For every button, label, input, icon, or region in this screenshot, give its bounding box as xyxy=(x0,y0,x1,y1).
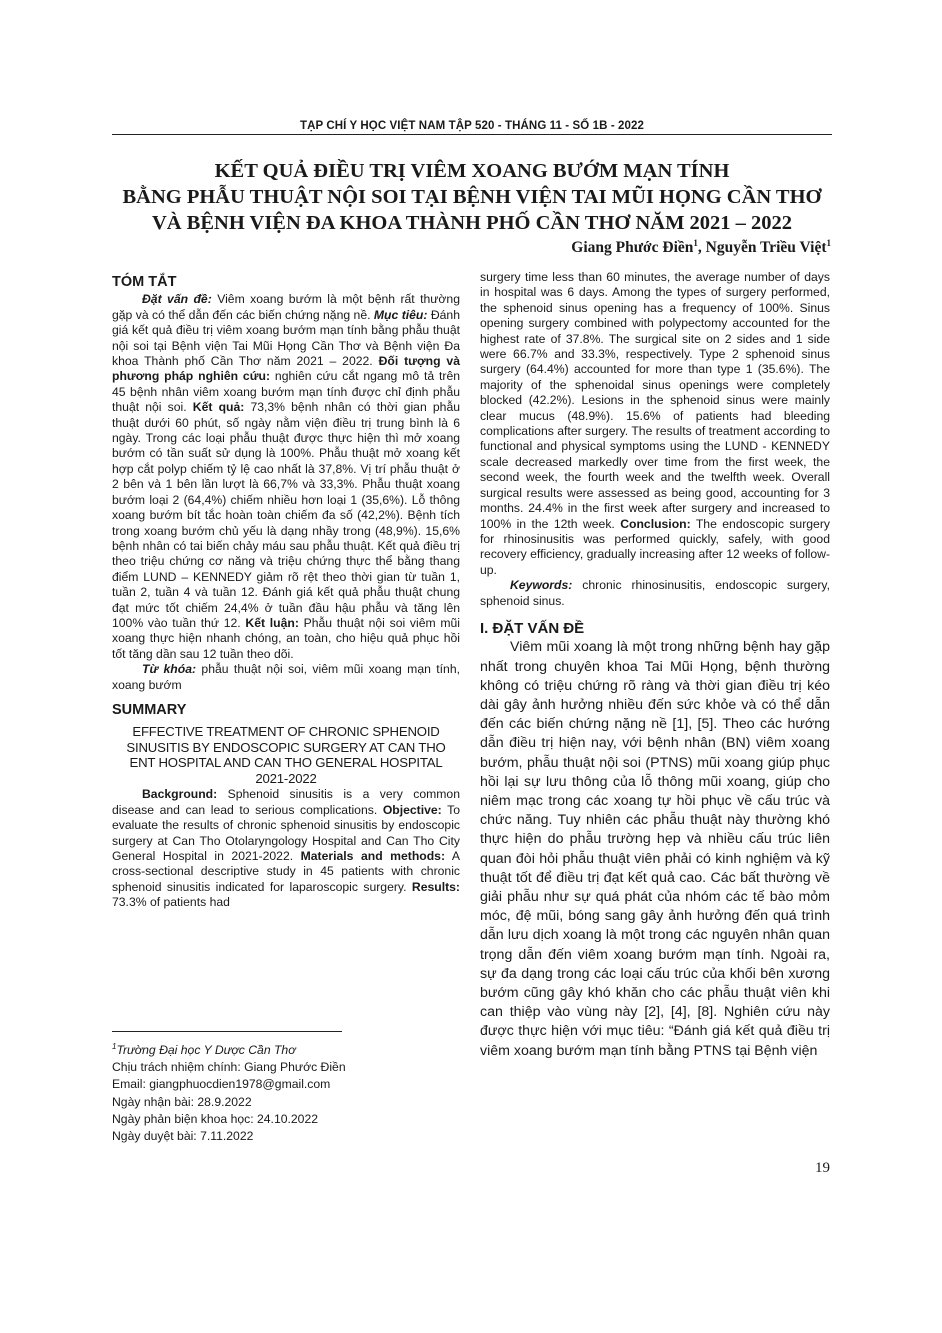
author-name: Nguyễn Triều Việt xyxy=(705,239,827,257)
methods-text: A cross-sectional descriptive study in 45 patients with chronic sphenoid sinusitis indicated for laparoscopic surgery. xyxy=(112,849,460,894)
affiliation-text: Trường Đại học Y Dược Cần Thơ xyxy=(116,1043,296,1058)
header-rule xyxy=(112,134,832,135)
summary-title: EFFECTIVE TREATMENT OF CHRONIC SPHENOID SINUSITIS BY ENDOSCOPIC SURGERY AT CAN THO ENT HOSPITAL AND CAN THO GENERAL HOSPITAL 2021-2022 xyxy=(126,724,446,786)
section-heading: I. ĐẶT VẤN ĐỀ xyxy=(480,619,585,637)
summary-heading: SUMMARY xyxy=(112,701,187,718)
author-list xyxy=(571,238,831,257)
footnote-rule xyxy=(112,1031,342,1032)
objective-text: To evaluate the results of chronic sphenoid sinusitis by endoscopic surgery at Can Tho Otolaryngology Hospital and Can Tho City General Hospital in 2021-2022. xyxy=(112,802,460,863)
email: Email: giangphuocdien1978@gmail.com xyxy=(112,1077,331,1092)
keywords-en xyxy=(480,578,830,609)
left-column xyxy=(112,271,460,911)
keywords-label: Từ khóa: xyxy=(142,662,197,677)
review-date: Ngày phản biện khoa học: 24.10.2022 xyxy=(112,1111,318,1126)
background-label: Background: xyxy=(142,787,218,802)
keywords-text: chronic rhinosinusitis, endoscopic surgery, sphenoid sinus. xyxy=(480,578,830,608)
methods-label: Đối tượng và phương pháp nghiên cứu: xyxy=(112,354,460,384)
objective-label: Objective: xyxy=(382,802,442,817)
keywords-text: phẫu thuật nội soi, viêm mũi xoang mạn tính, xoang bướm xyxy=(112,662,460,692)
author-affiliation-mark: 1 xyxy=(826,238,831,248)
background-text: Viêm xoang bướm là một bệnh rất thường gặp và có thể dẫn đến các biến chứng nặng nề. xyxy=(112,292,460,322)
results-text: 73.3% of patients had xyxy=(112,895,230,910)
summary-paragraph xyxy=(112,787,460,910)
page-number: 19 xyxy=(815,1160,830,1176)
methods-text: nghiên cứu cắt ngang mô tả trên 45 bệnh nhân viêm xoang bướm mạn tính được chỉ định phẫu thuật nội soi. xyxy=(112,369,461,415)
author-separator: , xyxy=(697,239,706,257)
received-date: Ngày nhận bài: 28.9.2022 xyxy=(112,1094,252,1109)
abstract-vi-paragraph xyxy=(112,292,460,662)
results-label: Kết quả: xyxy=(192,400,245,415)
objective-text: Đánh giá kết quả điều trị viêm xoang bướm mạn tính bằng phẫu thuật nội soi tại Bệnh viện Tai Mũi Họng Cần Thơ và Bệnh viện Đa khoa Thành phố Cần Thơ năm 2021 – 2022. xyxy=(112,307,460,369)
keywords-label: Keywords: xyxy=(510,578,573,593)
keywords-vi xyxy=(112,662,460,693)
right-column xyxy=(480,270,830,1061)
abstract-heading: TÓM TẮT xyxy=(112,274,177,290)
summary-continuation xyxy=(480,270,830,578)
background-text: Sphenoid sinusitis is a very common disease and can lead to serious complications. xyxy=(112,787,460,817)
author-name: Giang Phước Điền xyxy=(571,239,694,257)
conclusion-label: Conclusion: xyxy=(620,516,691,531)
title-line: VÀ BỆNH VIỆN ĐA KHOA THÀNH PHỐ CẦN THƠ NĂM 2021 – 2022 xyxy=(151,212,793,234)
journal-header: TẠP CHÍ Y HỌC VIỆT NAM TẬP 520 - THÁNG 11 - SỐ 1B - 2022 xyxy=(299,120,645,132)
affiliation xyxy=(112,1038,442,1059)
title-line: BẰNG PHẪU THUẬT NỘI SOI TẠI BỆNH VIỆN TAI MŨI HỌNG CẦN THƠ xyxy=(122,186,822,208)
corresponding-author: Chịu trách nhiệm chính: Giang Phước Điền xyxy=(112,1060,346,1075)
objective-label: Mục tiêu: xyxy=(373,307,428,322)
background-label: Đặt vấn đề: xyxy=(142,292,212,307)
title-line: KẾT QUẢ ĐIỀU TRỊ VIÊM XOANG BƯỚM MẠN TÍNH xyxy=(214,160,730,182)
accepted-date: Ngày duyệt bài: 7.11.2022 xyxy=(112,1129,254,1144)
conclusion-text: Phẫu thuật nội soi viêm mũi xoang thực hiện nhanh chóng, an toàn, cho hiệu quả phục hồi tốt tăng dần sau 12 tuần theo dõi. xyxy=(112,615,460,661)
conclusion-text: The endoscopic surgery for rhinosinusitis was performed quickly, safely, with good recovery efficiency, gradually increasing after 12 weeks of follow-up. xyxy=(480,516,830,577)
results-label: Results: xyxy=(411,879,460,894)
affiliation-mark: 1 xyxy=(112,1042,117,1051)
conclusion-label: Kết luận: xyxy=(245,615,299,630)
footnotes xyxy=(112,1038,442,1145)
section-body: Viêm mũi xoang là một trong những bệnh hay gặp nhất trong chuyên khoa Tai Mũi Họng, bệnh thường không có triệu chứng rõ ràng và thời gian điều trị kéo dài gây ảnh hưởng nhiều đến sức khỏe và có thể dẫn đến các biến chứng nặng nề [1], [5]. Theo các hướng dẫn điều trị hiện nay, với bệnh nhân (BN) viêm xoang bướm, phẫu thuật nội soi (PTNS) mũi xoang giúp phục hồi lại sự lưu thông của lỗ thông mũi xoang, giúp cho niêm mạc trong các xoang tự hồi phục về cấu trúc và chức năng. Tuy nhiên các phẫu thuật này thường khó thực hiện do phẫu trường hẹp và nhiều cấu trúc liên quan đòi hỏi phẫu thuật viên phải có kinh nghiệm và kỹ thuật tốt để điều trị đạt kết quả cao. Các bất thường về giải phẫu như sự quá phát của nhóm các tế bào mỏm móc, đệ mũi, bóng sang gây ảnh hưởng đến quá trình dẫn lưu dịch xoang là một trong các nguyên nhân quan trọng dẫn đến viêm xoang bướm mạn tính. Ngoài ra, sự đa dạng trong các loại cấu trúc của khối bên xương bướm cũng gây khó khăn cho các phẫu thuật viên khi can thiệp vào vùng này [2], [4], [8]. Nghiên cứu này được thực hiện với mục tiêu: “Đánh giá kết quả điều trị viêm xoang bướm mạn tính bằng PTNS tại Bệnh viện xyxy=(480,639,830,1059)
author-affiliation-mark: 1 xyxy=(693,238,698,248)
results-text-continued: surgery time less than 60 minutes, the average number of days in hospital was 6 days. Among the types of surgery performed, the sphenoid sinus opening has a frequency of 100%. Sinus opening surgery combined with polypectomy accounted for the highest rate of 37.8%. The surgical site on 2 sides and 1 side were 66.7% and 33.3%, respectively. Type 2 sphenoid sinus surgery (64.4%) accounted for more than type 1 (35.6%). The majority of the sphenoidal sinus openings were completely blocked (42.2%). Lesions in the sphenoid sinus were mainly clear mucus (48.9%). 15.6% of patients had bleeding complications after surgery. The results of treatment according to functional and physical symptoms using the LUND - KENNEDY scale decreased markedly over time from the first week, the second week, the fourth week and the twelfth week. Overall surgical results were assessed as being good, accounting for 3 months. 24.4% in the first week after surgery and increased to 100% in the 12th week. xyxy=(480,270,830,531)
article-title xyxy=(112,158,832,236)
methods-label: Materials and methods: xyxy=(300,849,446,863)
results-text: 73,3% bệnh nhân có thời gian phẫu thuật dưới 60 phút, số ngày nằm viện điều trị trung bình là 6 ngày. Trong các loại phẫu thuật được thực hiện thì mở xoang bướm có tần suất sử dụng là 100%. Phẫu thuật mở xoang kết hợp cắt polyp chiếm tỷ lệ cao nhất là 37,8%. Vị trí phẫu thuật ở 2 bên và 1 bên lần lượt là 66,7% và 33,3%. Phẫu thuật xoang bướm loại 2 (64,4%) chiếm nhiều hơn loại 1 (35,6%). Lỗ thông xoang bướm bít tắc hoàn toàn chiếm đa số (42,2%). Bệnh tích trong xoang bướm chủ yếu là dạng nhầy trong (48,9%). 15,6% bệnh nhân có tai biến chảy máu sau phẫu thuật. Kết quả điều trị theo triệu chứng cơ năng và triệu chứng thực thể bằng thang điểm LUND – KENNEDY giảm rõ rệt theo thời gian từ tuần 1, tuần 2, tuần 4 và tuần 12. Đánh giá kết quả phẫu thuật chung đạt mức tốt chiếm 24,4% ở tuần đầu hậu phẫu và tăng lên 100% vào tuần thứ 12. xyxy=(112,400,461,630)
